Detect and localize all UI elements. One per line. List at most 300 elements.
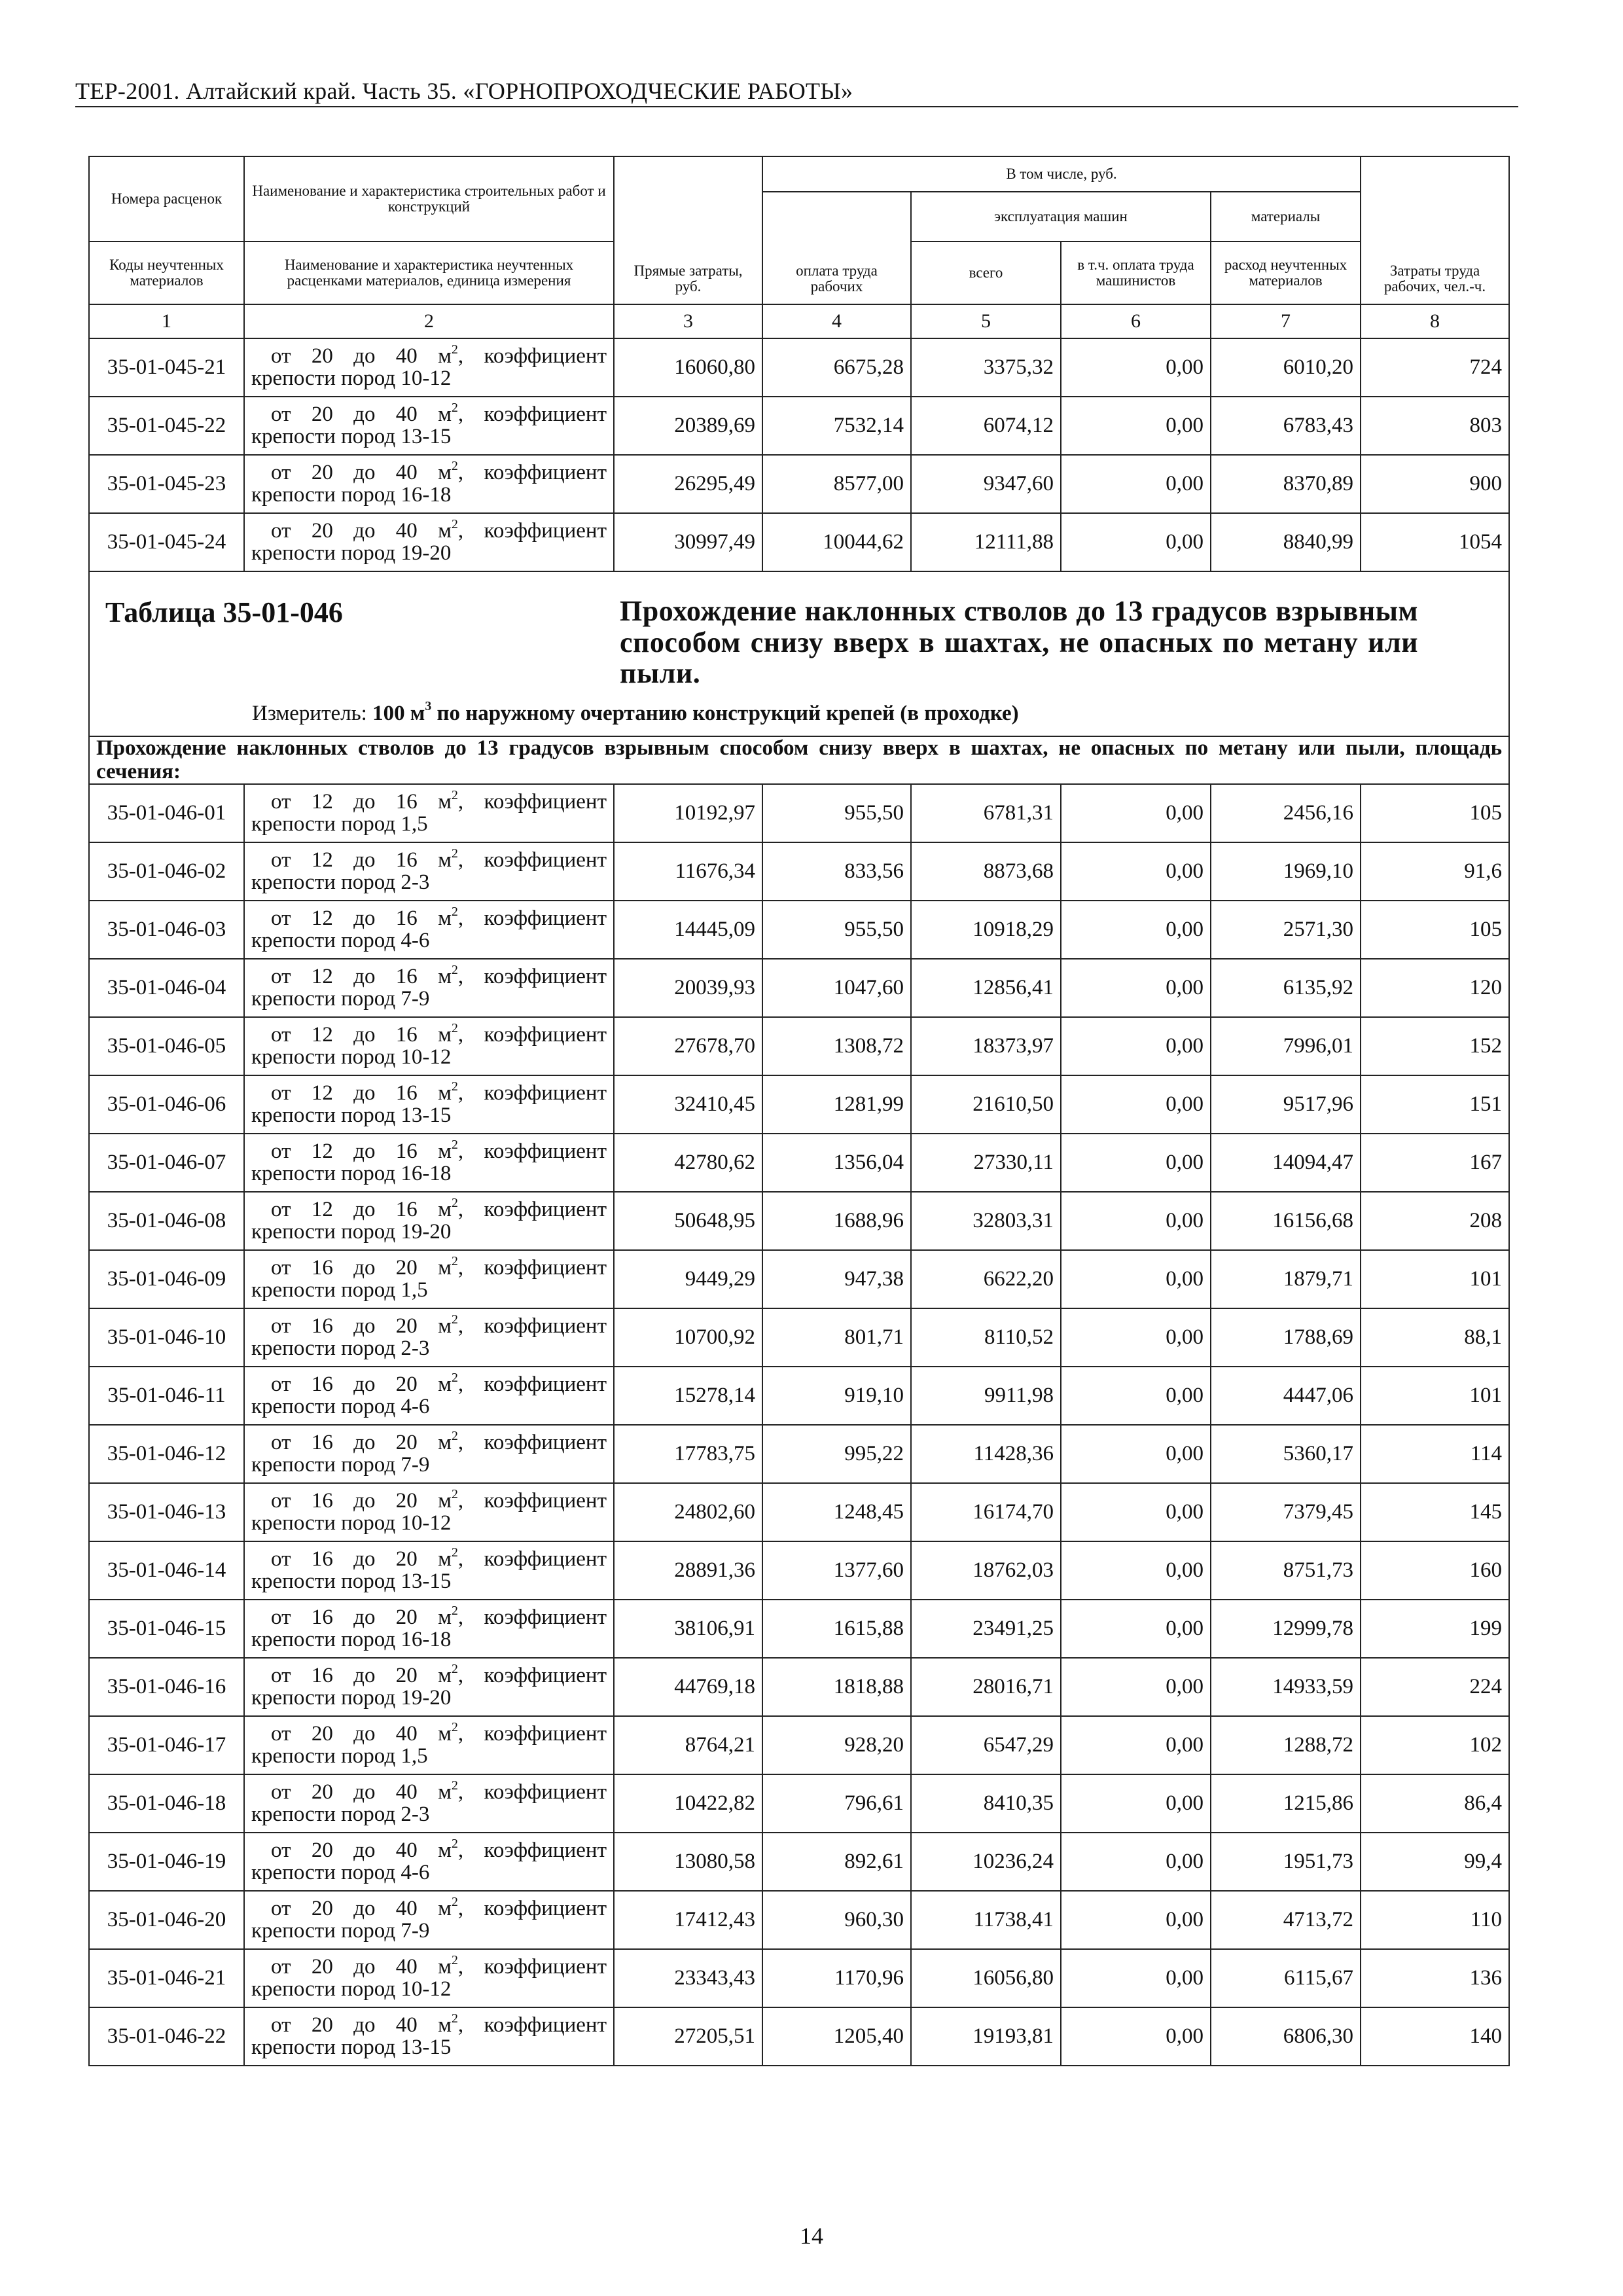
labor-pay: 6675,28 [762,338,911,397]
column-number: 8 [1361,304,1509,338]
rates-table [88,156,1510,2066]
direct-costs: 14445,09 [614,901,762,959]
direct-costs: 10422,82 [614,1774,762,1833]
work-description [244,1541,614,1600]
table-row [89,1134,1509,1192]
section-area: от 20 до 40 м [271,1955,452,1979]
rock-strength: крепости пород 1,5 [251,1744,428,1768]
direct-costs: 8764,21 [614,1716,762,1774]
table-row [89,1017,1509,1075]
machines-total: 6074,12 [911,397,1061,455]
coefficient-word: , коэффициент [457,1955,607,1979]
section-area: от 20 до 40 м [271,1839,452,1863]
labor-hours: 145 [1361,1483,1509,1541]
coefficient-word: , коэффициент [457,1489,607,1513]
header-rate-numbers: Номера расценок [89,156,244,242]
rock-strength: крепости пород 10-12 [251,1511,452,1535]
labor-pay: 1377,60 [762,1541,911,1600]
square-superscript: 2 [452,1895,458,1910]
rate-code: 35-01-046-16 [89,1658,244,1716]
column-number: 6 [1061,304,1211,338]
work-description [244,784,614,842]
work-description [244,1600,614,1658]
table-number: Таблица 35-01-046 [105,596,343,628]
rate-code: 35-01-045-22 [89,397,244,455]
work-description [244,1833,614,1891]
labor-hours: 900 [1361,455,1509,513]
machines-total: 12111,88 [911,513,1061,571]
labor-pay: 1356,04 [762,1134,911,1192]
table-row [89,1367,1509,1425]
labor-hours: 91,6 [1361,842,1509,901]
section-area: от 16 до 20 м [271,1372,452,1397]
header-labor-costs: Затраты труда рабочих, чел.-ч. [1361,156,1509,304]
square-superscript: 2 [452,1953,458,1968]
rate-code: 35-01-046-21 [89,1949,244,2007]
rock-strength: крепости пород 1,5 [251,812,428,836]
rock-strength: крепости пород 19-20 [251,1219,452,1244]
labor-pay: 1170,96 [762,1949,911,2007]
rock-strength: крепости пород 13-15 [251,424,452,448]
rate-code: 35-01-046-01 [89,784,244,842]
measure-line [252,699,1019,726]
rate-code: 35-01-046-02 [89,842,244,901]
machines-total: 11428,36 [911,1425,1061,1483]
coefficient-word: , коэффициент [457,1897,607,1921]
machines-total: 8873,68 [911,842,1061,901]
rock-strength: крепости пород 7-9 [251,986,430,1011]
coefficient-word: , коэффициент [457,1547,607,1571]
work-description [244,1308,614,1367]
table-title-cell [89,571,1509,736]
materials-expense: 16156,68 [1211,1192,1361,1250]
column-number: 2 [244,304,614,338]
materials-expense: 1788,69 [1211,1308,1361,1367]
labor-pay: 955,50 [762,901,911,959]
square-superscript: 2 [452,516,458,531]
materials-expense: 1951,73 [1211,1833,1361,1891]
machines-total: 6781,31 [911,784,1061,842]
machines-total: 11738,41 [911,1891,1061,1949]
rate-code: 35-01-046-04 [89,959,244,1017]
machinists-pay: 0,00 [1061,784,1211,842]
square-superscript: 2 [452,1487,458,1502]
work-description [244,1017,614,1075]
labor-pay: 833,56 [762,842,911,901]
labor-hours: 1054 [1361,513,1509,571]
square-superscript: 2 [452,1429,458,1444]
square-superscript: 2 [452,1254,458,1269]
rate-code: 35-01-046-06 [89,1075,244,1134]
measure-value: 100 м [372,702,425,725]
machinists-pay: 0,00 [1061,1774,1211,1833]
header-machines: эксплуатация машин [911,192,1211,242]
square-superscript: 2 [452,1196,458,1211]
direct-costs: 27205,51 [614,2007,762,2066]
direct-costs: 42780,62 [614,1134,762,1192]
labor-pay: 1281,99 [762,1075,911,1134]
materials-expense: 14094,47 [1211,1134,1361,1192]
section-area: от 12 до 16 м [271,1139,452,1164]
page-number: 14 [800,2223,823,2249]
labor-pay: 1205,40 [762,2007,911,2066]
coefficient-word: , коэффициент [457,1081,607,1105]
labor-pay: 995,22 [762,1425,911,1483]
header-materials: материалы [1211,192,1361,242]
section-area: от 16 до 20 м [271,1431,452,1455]
section-area: от 16 до 20 м [271,1664,452,1688]
header-labor-pay: оплата труда рабочих [762,192,911,304]
direct-costs: 17783,75 [614,1425,762,1483]
direct-costs: 38106,91 [614,1600,762,1658]
table-title-row [89,571,1509,736]
rock-strength: крепости пород 19-20 [251,1685,452,1710]
coefficient-word: , коэффициент [457,1256,607,1280]
table-row [89,1600,1509,1658]
column-number: 5 [911,304,1061,338]
materials-expense: 4713,72 [1211,1891,1361,1949]
labor-pay: 1615,88 [762,1600,911,1658]
coefficient-word: , коэффициент [457,1314,607,1338]
machinists-pay: 0,00 [1061,1483,1211,1541]
coefficient-word: , коэффициент [457,1023,607,1047]
rock-strength: крепости пород 19-20 [251,541,452,565]
section-area: от 20 до 40 м [271,402,452,426]
machinists-pay: 0,00 [1061,1308,1211,1367]
cube-superscript: 3 [425,699,432,713]
rate-code: 35-01-046-22 [89,2007,244,2066]
square-superscript: 2 [452,1778,458,1793]
labor-pay: 796,61 [762,1774,911,1833]
machinists-pay: 0,00 [1061,1716,1211,1774]
direct-costs: 28891,36 [614,1541,762,1600]
rate-code: 35-01-046-14 [89,1541,244,1600]
header-direct-costs: Прямые затраты, руб. [614,156,762,304]
square-superscript: 2 [452,1837,458,1852]
direct-costs: 32410,45 [614,1075,762,1134]
coefficient-word: , коэффициент [457,1605,607,1630]
machines-total: 9347,60 [911,455,1061,513]
coefficient-word: , коэффициент [457,1780,607,1804]
direct-costs: 9449,29 [614,1250,762,1308]
work-description [244,2007,614,2066]
rock-strength: крепости пород 13-15 [251,2035,452,2059]
labor-hours: 136 [1361,1949,1509,2007]
labor-hours: 208 [1361,1192,1509,1250]
table-row [89,1541,1509,1600]
machines-total: 10236,24 [911,1833,1061,1891]
section-area: от 20 до 40 м [271,518,452,543]
rock-strength: крепости пород 7-9 [251,1452,430,1477]
labor-hours: 105 [1361,901,1509,959]
machines-total: 8410,35 [911,1774,1061,1833]
square-superscript: 2 [452,2011,458,2026]
coefficient-word: , коэффициент [457,1372,607,1397]
rock-strength: крепости пород 4-6 [251,928,430,952]
table-row [89,338,1509,397]
work-description [244,1949,614,2007]
table-caption: Прохождение наклонных стволов до 13 градусов взрывным способом снизу вверх в шахтах, не опасных по метану или пыли. [620,595,1418,690]
table-row [89,455,1509,513]
coefficient-word: , коэффициент [457,1839,607,1863]
labor-hours: 110 [1361,1891,1509,1949]
table-row [89,1658,1509,1716]
machinists-pay: 0,00 [1061,1075,1211,1134]
header-materials-expense: расход неучтенных материалов [1211,242,1361,304]
section-area: от 16 до 20 м [271,1256,452,1280]
materials-expense: 8751,73 [1211,1541,1361,1600]
rock-strength: крепости пород 2-3 [251,870,430,894]
rock-strength: крепости пород 13-15 [251,1103,452,1127]
materials-expense: 6115,67 [1211,1949,1361,2007]
rate-code: 35-01-046-10 [89,1308,244,1367]
rate-code: 35-01-046-12 [89,1425,244,1483]
machinists-pay: 0,00 [1061,842,1211,901]
coefficient-word: , коэффициент [457,1198,607,1222]
machines-total: 23491,25 [911,1600,1061,1658]
square-superscript: 2 [452,846,458,861]
labor-pay: 1308,72 [762,1017,911,1075]
labor-hours: 140 [1361,2007,1509,2066]
square-superscript: 2 [452,1312,458,1327]
machines-total: 8110,52 [911,1308,1061,1367]
table-row [89,1891,1509,1949]
machines-total: 12856,41 [911,959,1061,1017]
group-heading-row [89,736,1509,784]
machinists-pay: 0,00 [1061,901,1211,959]
rate-code: 35-01-045-24 [89,513,244,571]
machinists-pay: 0,00 [1061,338,1211,397]
machines-total: 16174,70 [911,1483,1061,1541]
machinists-pay: 0,00 [1061,2007,1211,2066]
machinists-pay: 0,00 [1061,1017,1211,1075]
table-row [89,1192,1509,1250]
labor-hours: 120 [1361,959,1509,1017]
rate-code: 35-01-046-13 [89,1483,244,1541]
table-row [89,842,1509,901]
square-superscript: 2 [452,1604,458,1619]
labor-pay: 947,38 [762,1250,911,1308]
coefficient-word: , коэффициент [457,344,607,368]
machines-total: 6622,20 [911,1250,1061,1308]
work-description [244,1250,614,1308]
rate-code: 35-01-046-20 [89,1891,244,1949]
rock-strength: крепости пород 10-12 [251,366,452,390]
rock-strength: крепости пород 1,5 [251,1278,428,1302]
labor-hours: 724 [1361,338,1509,397]
table-row [89,1833,1509,1891]
labor-hours: 199 [1361,1600,1509,1658]
machinists-pay: 0,00 [1061,1658,1211,1716]
section-area: от 20 до 40 м [271,460,452,484]
direct-costs: 16060,80 [614,338,762,397]
machinists-pay: 0,00 [1061,1541,1211,1600]
table-row [89,1774,1509,1833]
machines-total: 19193,81 [911,2007,1061,2066]
materials-expense: 14933,59 [1211,1658,1361,1716]
machinists-pay: 0,00 [1061,397,1211,455]
section-area: от 12 до 16 м [271,790,452,814]
machinists-pay: 0,00 [1061,1367,1211,1425]
machines-total: 3375,32 [911,338,1061,397]
coefficient-word: , коэффициент [457,790,607,814]
direct-costs: 20389,69 [614,397,762,455]
labor-hours: 114 [1361,1425,1509,1483]
table-row [89,513,1509,571]
table-row [89,1308,1509,1367]
running-title: ТЕР-2001. Алтайский край. Часть 35. «ГОРНОПРОХОДЧЕСКИЕ РАБОТЫ» [75,78,853,104]
rate-code: 35-01-046-18 [89,1774,244,1833]
work-description [244,1774,614,1833]
direct-costs: 15278,14 [614,1367,762,1425]
machinists-pay: 0,00 [1061,1833,1211,1891]
section-area: от 20 до 40 м [271,2013,452,2037]
square-superscript: 2 [452,342,458,357]
labor-hours: 224 [1361,1658,1509,1716]
direct-costs: 11676,34 [614,842,762,901]
direct-costs: 50648,95 [614,1192,762,1250]
work-description [244,1134,614,1192]
measure-description: по наружному очертанию конструкций крепей (в проходке) [431,702,1019,725]
coefficient-word: , коэффициент [457,1431,607,1455]
machinists-pay: 0,00 [1061,1949,1211,2007]
work-description [244,455,614,513]
rock-strength: крепости пород 2-3 [251,1802,430,1826]
square-superscript: 2 [452,1138,458,1153]
coefficient-word: , коэффициент [457,2013,607,2037]
rock-strength: крепости пород 10-12 [251,1045,452,1069]
work-description [244,901,614,959]
materials-expense: 1215,86 [1211,1774,1361,1833]
work-description [244,397,614,455]
direct-costs: 17412,43 [614,1891,762,1949]
machines-total: 9911,98 [911,1367,1061,1425]
coefficient-word: , коэффициент [457,460,607,484]
rate-code: 35-01-046-05 [89,1017,244,1075]
rock-strength: крепости пород 16-18 [251,1161,452,1185]
rate-code: 35-01-046-09 [89,1250,244,1308]
coefficient-word: , коэффициент [457,1722,607,1746]
rate-code: 35-01-046-11 [89,1367,244,1425]
coefficient-word: , коэффициент [457,848,607,872]
header-material-codes: Коды неучтенных материалов [89,242,244,304]
labor-hours: 152 [1361,1017,1509,1075]
labor-hours: 88,1 [1361,1308,1509,1367]
work-description [244,1658,614,1716]
header-including: В том числе, руб. [762,156,1361,192]
table-row [89,1075,1509,1134]
materials-expense: 1288,72 [1211,1716,1361,1774]
materials-expense: 6135,92 [1211,959,1361,1017]
direct-costs: 23343,43 [614,1949,762,2007]
square-superscript: 2 [452,458,458,473]
materials-expense: 2571,30 [1211,901,1361,959]
header-machines-total: всего [911,242,1061,304]
labor-pay: 928,20 [762,1716,911,1774]
labor-pay: 1688,96 [762,1192,911,1250]
labor-hours: 167 [1361,1134,1509,1192]
table-row [89,784,1509,842]
column-number: 7 [1211,304,1361,338]
section-area: от 12 до 16 м [271,906,452,931]
section-area: от 12 до 16 м [271,965,452,989]
column-number: 1 [89,304,244,338]
rock-strength: крепости пород 4-6 [251,1394,430,1418]
table-row [89,959,1509,1017]
section-area: от 12 до 16 м [271,1198,452,1222]
materials-expense: 12999,78 [1211,1600,1361,1658]
table-title-block [90,572,1508,736]
rock-strength: крепости пород 16-18 [251,1627,452,1651]
square-superscript: 2 [452,1371,458,1386]
materials-expense: 6806,30 [1211,2007,1361,2066]
machinists-pay: 0,00 [1061,1891,1211,1949]
machines-total: 28016,71 [911,1658,1061,1716]
labor-pay: 919,10 [762,1367,911,1425]
table-row [89,397,1509,455]
rock-strength: крепости пород 2-3 [251,1336,430,1360]
section-area: от 12 до 16 м [271,848,452,872]
materials-expense: 4447,06 [1211,1367,1361,1425]
materials-expense: 1879,71 [1211,1250,1361,1308]
rate-code: 35-01-046-19 [89,1833,244,1891]
direct-costs: 30997,49 [614,513,762,571]
rock-strength: крепости пород 10-12 [251,1977,452,2001]
labor-hours: 101 [1361,1367,1509,1425]
table-row [89,1949,1509,2007]
work-description [244,1891,614,1949]
labor-hours: 803 [1361,397,1509,455]
table-row [89,1425,1509,1483]
square-superscript: 2 [452,1545,458,1560]
header-work-name: Наименование и характеристика строительных работ и конструкций [244,156,614,242]
direct-costs: 24802,60 [614,1483,762,1541]
rate-code: 35-01-046-17 [89,1716,244,1774]
square-superscript: 2 [452,905,458,920]
rock-strength: крепости пород 16-18 [251,482,452,507]
section-area: от 20 до 40 м [271,344,452,368]
column-number: 3 [614,304,762,338]
labor-pay: 955,50 [762,784,911,842]
section-area: от 12 до 16 м [271,1081,452,1105]
labor-hours: 160 [1361,1541,1509,1600]
machines-total: 21610,50 [911,1075,1061,1134]
direct-costs: 44769,18 [614,1658,762,1716]
table-row [89,901,1509,959]
measure-label: Измеритель: [252,702,367,725]
machinists-pay: 0,00 [1061,959,1211,1017]
labor-pay: 960,30 [762,1891,911,1949]
section-area: от 16 до 20 м [271,1547,452,1571]
rate-code: 35-01-046-03 [89,901,244,959]
machinists-pay: 0,00 [1061,455,1211,513]
labor-hours: 99,4 [1361,1833,1509,1891]
direct-costs: 27678,70 [614,1017,762,1075]
machinists-pay: 0,00 [1061,1600,1211,1658]
direct-costs: 10192,97 [614,784,762,842]
direct-costs: 26295,49 [614,455,762,513]
machinists-pay: 0,00 [1061,1425,1211,1483]
table-row [89,1250,1509,1308]
rate-code: 35-01-046-07 [89,1134,244,1192]
section-area: от 20 до 40 м [271,1780,452,1804]
rate-code: 35-01-046-15 [89,1600,244,1658]
machinists-pay: 0,00 [1061,1134,1211,1192]
labor-pay: 7532,14 [762,397,911,455]
square-superscript: 2 [452,400,458,415]
table-row [89,2007,1509,2066]
materials-expense: 7379,45 [1211,1483,1361,1541]
